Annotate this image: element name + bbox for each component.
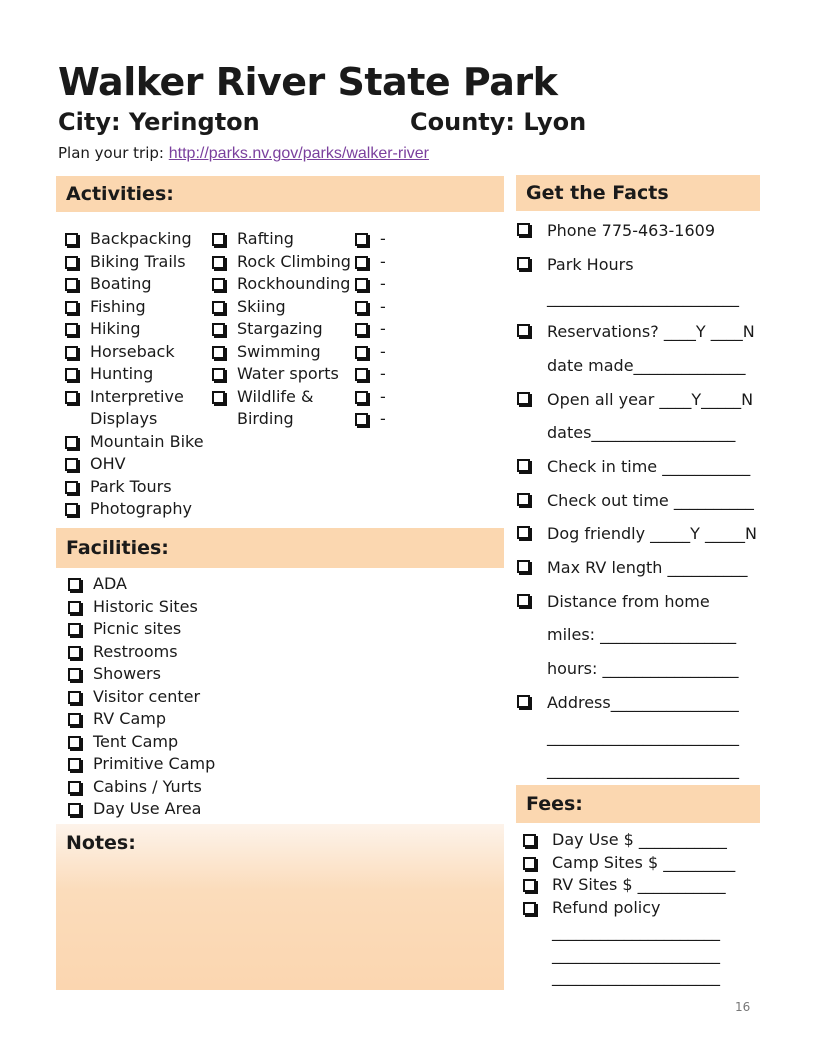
activity-item[interactable]: Biking Trails <box>62 251 212 274</box>
checkbox-icon[interactable] <box>65 346 78 359</box>
checkbox-icon[interactable] <box>355 391 368 404</box>
checkbox-icon[interactable] <box>68 758 81 771</box>
activity-blank-item[interactable]: - <box>352 251 402 274</box>
facility-item[interactable]: Showers <box>65 663 365 686</box>
fees-heading: Fees: <box>516 785 760 823</box>
checkbox-icon[interactable] <box>523 879 536 892</box>
fact-reservations[interactable]: Reservations? ____Y ____N <box>514 315 764 349</box>
facility-item[interactable]: Primitive Camp <box>65 753 365 776</box>
activity-blank-item[interactable]: - <box>352 363 402 386</box>
checkbox-icon[interactable] <box>212 323 225 336</box>
fact-dates[interactable]: dates__________________ <box>547 423 736 443</box>
activity-item[interactable]: Fishing <box>62 296 212 319</box>
facility-item[interactable]: Day Use Area <box>65 798 365 821</box>
facts-list <box>514 214 764 787</box>
facility-item[interactable]: RV Camp <box>65 708 365 731</box>
checkbox-icon[interactable] <box>212 278 225 291</box>
fee-day-use[interactable]: Day Use $ ___________ <box>520 829 760 852</box>
activity-item[interactable]: Backpacking <box>62 228 212 251</box>
checkbox-icon[interactable] <box>68 646 81 659</box>
activities-list-col1 <box>62 228 212 521</box>
plan-trip-label: Plan your trip: <box>58 144 169 162</box>
activity-blank-item[interactable]: - <box>352 408 402 431</box>
checkbox-icon[interactable] <box>517 257 530 270</box>
activity-item-continued: Birding <box>237 409 294 428</box>
fact-address[interactable]: Address________________ <box>514 686 764 720</box>
fact-address-line[interactable]: ________________________ <box>547 760 739 780</box>
fee-blank-line[interactable]: _____________________ <box>552 922 720 941</box>
activities-list-col2 <box>209 228 354 431</box>
activity-item-continued: Displays <box>90 409 158 428</box>
fact-check-out[interactable]: Check out time __________ <box>514 484 764 518</box>
checkbox-icon[interactable] <box>212 301 225 314</box>
checkbox-icon[interactable] <box>65 256 78 269</box>
activity-item[interactable]: Horseback <box>62 341 212 364</box>
activity-item[interactable]: Boating <box>62 273 212 296</box>
facility-item[interactable]: ADA <box>65 573 365 596</box>
fee-rv-sites[interactable]: RV Sites $ ___________ <box>520 874 760 897</box>
facility-item[interactable]: Picnic sites <box>65 618 365 641</box>
city-label: City: Yerington <box>58 108 260 136</box>
activity-item[interactable]: Rafting <box>209 228 354 251</box>
facilities-list <box>65 573 365 821</box>
activity-item[interactable]: OHV <box>62 453 212 476</box>
checkbox-icon[interactable] <box>65 391 78 404</box>
checkbox-icon[interactable] <box>355 368 368 381</box>
facts-heading: Get the Facts <box>516 175 760 211</box>
activity-item[interactable]: Park Tours <box>62 476 212 499</box>
checkbox-icon[interactable] <box>517 493 530 506</box>
activity-blank-item[interactable]: - <box>352 318 402 341</box>
activity-blank-item[interactable]: - <box>352 296 402 319</box>
checkbox-icon[interactable] <box>355 301 368 314</box>
checkbox-icon[interactable] <box>517 526 530 539</box>
checkbox-icon[interactable] <box>355 256 368 269</box>
activity-blank-item[interactable]: - <box>352 386 402 409</box>
activity-item[interactable]: Photography <box>62 498 212 521</box>
checkbox-icon[interactable] <box>68 736 81 749</box>
page-title: Walker River State Park <box>58 60 558 104</box>
activity-item[interactable]: Hunting <box>62 363 212 386</box>
fact-miles[interactable]: miles: _________________ <box>547 625 737 645</box>
checkbox-icon[interactable] <box>517 392 530 405</box>
checkbox-icon[interactable] <box>355 413 368 426</box>
activity-item[interactable]: Water sports <box>209 363 354 386</box>
plan-trip-line <box>58 144 429 163</box>
fact-park-hours[interactable]: Park Hours <box>514 248 764 282</box>
checkbox-icon[interactable] <box>68 781 81 794</box>
fact-open-all-year[interactable]: Open all year ____Y_____N <box>514 383 764 417</box>
checkbox-icon[interactable] <box>212 256 225 269</box>
facility-item[interactable]: Tent Camp <box>65 731 365 754</box>
activity-blank-item[interactable]: - <box>352 273 402 296</box>
checkbox-icon[interactable] <box>212 346 225 359</box>
checkbox-icon[interactable] <box>517 594 530 607</box>
activity-item[interactable]: Wildlife & <box>209 386 354 409</box>
checkbox-icon[interactable] <box>65 503 78 516</box>
checkbox-icon[interactable] <box>65 481 78 494</box>
checkbox-icon[interactable] <box>68 578 81 591</box>
county-label: County: Lyon <box>410 108 587 136</box>
fact-check-in[interactable]: Check in time ___________ <box>514 450 764 484</box>
activity-item[interactable]: Skiing <box>209 296 354 319</box>
checkbox-icon[interactable] <box>65 301 78 314</box>
facility-item[interactable]: Visitor center <box>65 686 365 709</box>
checkbox-icon[interactable] <box>517 223 530 236</box>
fact-hours[interactable]: hours: _________________ <box>547 659 739 679</box>
page-number: 16 <box>735 1000 751 1014</box>
facility-item[interactable]: Cabins / Yurts <box>65 776 365 799</box>
activity-item[interactable]: Hiking <box>62 318 212 341</box>
activity-item[interactable]: Rock Climbing <box>209 251 354 274</box>
checkbox-icon[interactable] <box>355 278 368 291</box>
checkbox-icon[interactable] <box>517 560 530 573</box>
fee-blank-line[interactable]: _____________________ <box>552 944 720 964</box>
activity-item[interactable]: Interpretive <box>62 386 212 409</box>
fees-list <box>520 829 760 989</box>
checkbox-icon[interactable] <box>523 857 536 870</box>
checkbox-icon[interactable] <box>517 324 530 337</box>
facility-item[interactable]: Historic Sites <box>65 596 365 619</box>
checkbox-icon[interactable] <box>355 323 368 336</box>
notes-box[interactable] <box>56 824 504 990</box>
checkbox-icon[interactable] <box>68 623 81 636</box>
checkbox-icon[interactable] <box>517 695 530 708</box>
checkbox-icon[interactable] <box>212 233 225 246</box>
checkbox-icon[interactable] <box>523 834 536 847</box>
activity-item[interactable]: Swimming <box>209 341 354 364</box>
fact-max-rv-length[interactable]: Max RV length __________ <box>514 551 764 585</box>
activity-item[interactable]: Mountain Bike <box>62 431 212 454</box>
fee-blank-line[interactable]: _____________________ <box>552 967 720 986</box>
checkbox-icon[interactable] <box>68 601 81 614</box>
fact-distance[interactable]: Distance from home <box>514 585 764 619</box>
checkbox-icon[interactable] <box>68 803 81 816</box>
notes-heading: Notes: <box>66 832 136 854</box>
checkbox-icon[interactable] <box>68 713 81 726</box>
fee-camp-sites[interactable]: Camp Sites $ _________ <box>520 852 760 875</box>
checkbox-icon[interactable] <box>68 691 81 704</box>
checkbox-icon[interactable] <box>65 436 78 449</box>
activity-item[interactable]: Rockhounding <box>209 273 354 296</box>
facility-item[interactable]: Restrooms <box>65 641 365 664</box>
checkbox-icon[interactable] <box>212 368 225 381</box>
fact-date-made[interactable]: date made______________ <box>547 355 746 375</box>
activities-list-col3 <box>352 228 402 431</box>
fact-address-line[interactable]: ________________________ <box>547 726 739 746</box>
fact-phone[interactable]: Phone 775-463-1609 <box>514 214 764 248</box>
activities-heading: Activities: <box>56 176 504 212</box>
checkbox-icon[interactable] <box>65 323 78 336</box>
fact-blank-line[interactable]: ________________________ <box>547 288 739 308</box>
activity-blank-item[interactable]: - <box>352 341 402 364</box>
fact-dog-friendly[interactable]: Dog friendly _____Y _____N <box>514 517 764 551</box>
activity-item[interactable]: Stargazing <box>209 318 354 341</box>
fee-refund-policy[interactable]: Refund policy <box>520 897 760 920</box>
checkbox-icon[interactable] <box>212 391 225 404</box>
checkbox-icon[interactable] <box>68 668 81 681</box>
facilities-heading: Facilities: <box>56 528 504 568</box>
park-website-link[interactable]: http://parks.nv.gov/parks/walker-river <box>168 145 429 162</box>
checkbox-icon[interactable] <box>517 459 530 472</box>
checkbox-icon[interactable] <box>65 278 78 291</box>
checkbox-icon[interactable] <box>523 902 536 915</box>
checkbox-icon[interactable] <box>65 458 78 471</box>
activity-blank-item[interactable]: - <box>352 228 402 251</box>
checkbox-icon[interactable] <box>355 233 368 246</box>
checkbox-icon[interactable] <box>65 233 78 246</box>
checkbox-icon[interactable] <box>65 368 78 381</box>
checkbox-icon[interactable] <box>355 346 368 359</box>
